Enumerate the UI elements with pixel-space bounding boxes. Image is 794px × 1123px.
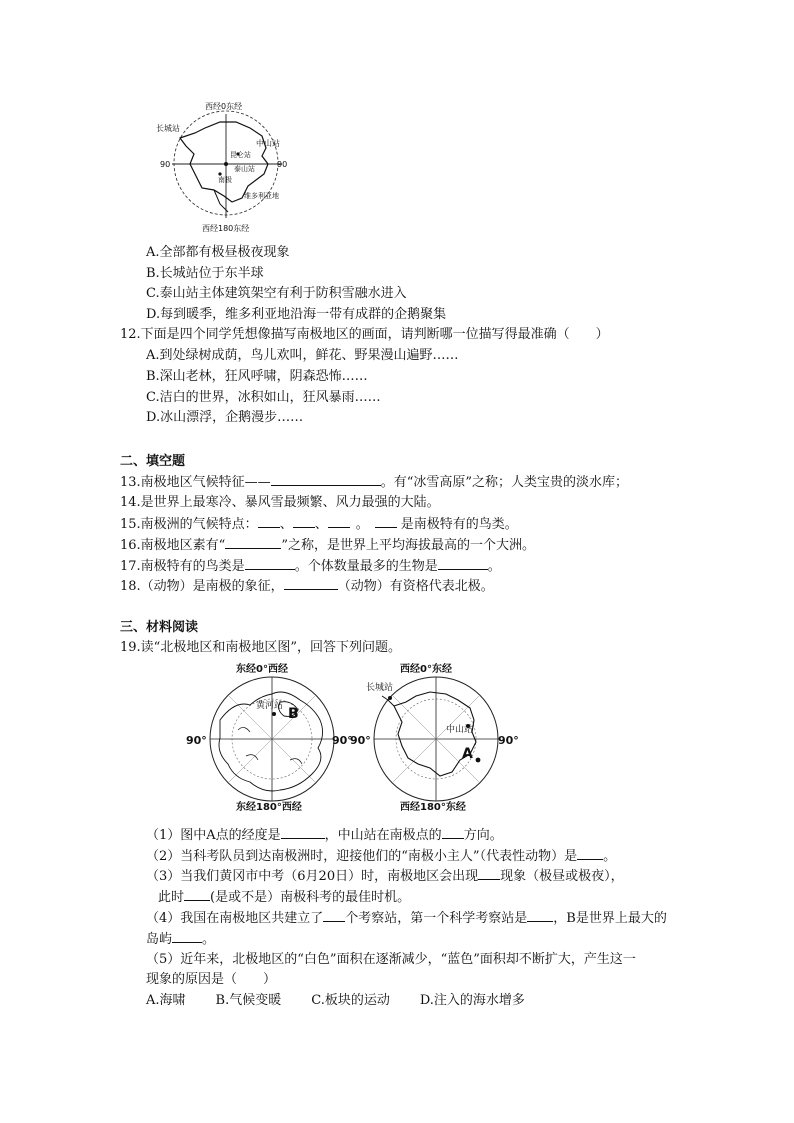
map3-marker-a: A [462, 746, 473, 762]
q15-blank-3[interactable] [328, 514, 350, 528]
q19p5-option-c[interactable]: C.板块的运动 [311, 993, 390, 1008]
q19p1-blank-2[interactable] [442, 825, 464, 839]
q19-part3-line1 [146, 866, 624, 887]
q19p3-blank-1[interactable] [478, 866, 500, 880]
map3-right-label: 90° [498, 734, 519, 747]
q19p2-blank[interactable] [577, 846, 603, 860]
map3-left-label: 90° [350, 734, 371, 747]
q18 [120, 576, 494, 597]
map2-marker-b: B [288, 706, 299, 722]
q16-blank[interactable] [225, 535, 281, 549]
map1-kunlun-label: 昆仑站 [230, 151, 251, 159]
map1-victoria-label: 维多利亚地 [244, 192, 279, 200]
q17-text-a: 17.南极特有的鸟类是 [120, 559, 245, 574]
q13-text-a: 13.南极地区气候特征—— [120, 475, 271, 490]
map1-changcheng-label: 长城站 [156, 124, 180, 133]
arctic-map [180, 660, 360, 812]
q17-text-c: 。 [487, 559, 501, 574]
q19p1-text-c: 方向。 [463, 828, 503, 843]
antarctic-map [350, 660, 520, 812]
map1-bottom-label: 西经180东经 [202, 224, 250, 233]
q11-option-b: B.长城站位于东半球 [146, 266, 264, 281]
map2-top-label: 东经0°西经 [236, 664, 288, 675]
q19-part5-options [146, 991, 555, 1011]
map3-bottom-label: 西经180°东经 [400, 802, 466, 812]
q17-text-b: 。个体数量最多的生物是 [294, 559, 438, 574]
q11-option-d: D.每到暖季，维多利亚地沿海一带有成群的企鹅聚集 [146, 307, 447, 322]
map1-left-label: 90 [160, 160, 171, 169]
q19p4-text-c: ，B是世界上最大的 [553, 911, 667, 926]
q19-part3-line2 [158, 887, 410, 908]
q15-sep-2: 、 [314, 517, 328, 532]
q11-option-a: A.全部都有极昼极夜现象 [146, 245, 290, 260]
q12-option-d: D.冰山漂浮，企鹅漫步…… [146, 410, 304, 425]
q18-text-b: （动物）有资格代表北极。 [337, 579, 494, 594]
q19p4-text-e: 。 [202, 932, 216, 947]
map1-zhongshan-label: 中山站 [256, 139, 280, 148]
q19-part1 [146, 825, 503, 846]
q19p1-text-a: （1）图中A点的经度是 [146, 828, 281, 843]
q15-blank-4[interactable] [375, 514, 397, 528]
q19p2-text-a: （2）当科考队员到达南极洲时，迎接他们的“南极小主人”（代表性动物）是 [146, 849, 578, 864]
q19-stem: 19.读“北极地区和南极地区图”，回答下列问题。 [120, 640, 401, 655]
q19-part5-line2: 现象的原因是（ ） [146, 972, 277, 987]
q13-blank[interactable] [271, 472, 381, 486]
q19p4-blank-3[interactable] [172, 929, 202, 943]
q19-part5-line1: （5）近年来，北极地区的“白色”面积在逐渐减少，“蓝色”面积却不断扩大，产生这一 [146, 952, 636, 967]
section2-title: 二、填空题 [120, 454, 186, 469]
q19p1-text-b: ，中山站在南极点的 [324, 828, 442, 843]
q17-blank-1[interactable] [245, 556, 295, 570]
map1-right-label: 90 [277, 160, 288, 169]
map1-taishan-label: 泰山站 [234, 165, 255, 173]
q18-text-a: 18.（动物）是南极的象征， [120, 579, 284, 594]
q12-option-b: B.深山老林，狂风呼啸，阴森恐怖…… [146, 369, 368, 384]
q19p3-blank-2[interactable] [184, 887, 210, 901]
q19p5-option-b[interactable]: B.气候变暖 [215, 993, 282, 1008]
q15-blank-2[interactable] [293, 514, 315, 528]
q15-sep-3: 。 [355, 517, 369, 532]
q19p5-option-d[interactable]: D.注入的海水增多 [419, 993, 525, 1008]
q19-part4-line2 [146, 929, 215, 950]
q15-blank-1[interactable] [258, 514, 280, 528]
map3-zhongshan-label: 中山站 [446, 725, 474, 735]
map3-top-label: 西经0°东经 [400, 664, 452, 675]
map2-station-label: 黄河站 [256, 701, 284, 711]
q12-stem: 12.下面是四个同学凭想像描写南极地区的画面，请判断哪一位描写得最准确（ ） [120, 327, 609, 342]
q15 [120, 514, 518, 535]
q17 [120, 556, 501, 577]
q19p3-text-a: （3）当我们黄冈市中考（6月20日）时，南极地区会出现 [146, 869, 479, 884]
q17-blank-2[interactable] [438, 556, 488, 570]
q12-option-c: C.洁白的世界，冰积如山，狂风暴雨…… [146, 390, 381, 405]
q19p4-blank-1[interactable] [323, 908, 345, 922]
q19p4-blank-2[interactable] [527, 908, 553, 922]
map3-changcheng-label: 长城站 [366, 683, 394, 693]
q15-sep-1: 、 [279, 517, 293, 532]
q16-text-b: ”之称，是世界上平均海拔最高的一个大洲。 [281, 538, 535, 553]
q15-text-a: 15.南极洲的气候特点： [120, 517, 258, 532]
q16-text-a: 16.南极地区素有“ [120, 538, 226, 553]
q19p5-option-a[interactable]: A.海啸 [146, 993, 186, 1008]
q14: 14.是世界上最寒冷、暴风雪最频繁、风力最强的大陆。 [120, 495, 440, 510]
section3-title: 三、材料阅读 [120, 620, 199, 635]
q19p3-text-d: (是或不是）南极科考的最佳时机。 [210, 890, 411, 905]
map1-pole-label: 南极 [218, 176, 232, 184]
q18-blank[interactable] [284, 576, 338, 590]
map1-top-label: 西经0东经 [205, 102, 243, 111]
q19p4-text-d: 岛屿 [146, 932, 173, 947]
q15-text-b: 是南极特有的鸟类。 [400, 517, 518, 532]
q19p1-blank-1[interactable] [281, 825, 325, 839]
antarctica-station-map [150, 98, 295, 233]
q19p4-text-a: （4）我国在南极地区共建立了 [146, 911, 324, 926]
q12-option-a: A.到处绿树成荫，鸟儿欢叫，鲜花、野果漫山遍野…… [146, 348, 459, 363]
q19-part4-line1 [146, 908, 667, 929]
q19p3-text-b: 现象（极昼或极夜）， [500, 869, 624, 884]
q11-option-c: C.泰山站主体建筑架空有利于防积雪融水进入 [146, 286, 407, 301]
q19-part2 [146, 846, 616, 867]
map2-right-label: 90° [332, 734, 353, 747]
q19p2-text-b: 。 [603, 849, 617, 864]
q13 [120, 472, 628, 493]
q13-text-b: 。有“冰雪高原”之称；人类宝贵的淡水库； [380, 475, 628, 490]
map2-left-label: 90° [186, 734, 207, 747]
q19p3-text-c: 此时 [158, 890, 185, 905]
q16 [120, 535, 535, 556]
q19p4-text-b: 个考察站，第一个科学考察站是 [345, 911, 528, 926]
map2-bottom-label: 东经180°西经 [236, 802, 302, 812]
